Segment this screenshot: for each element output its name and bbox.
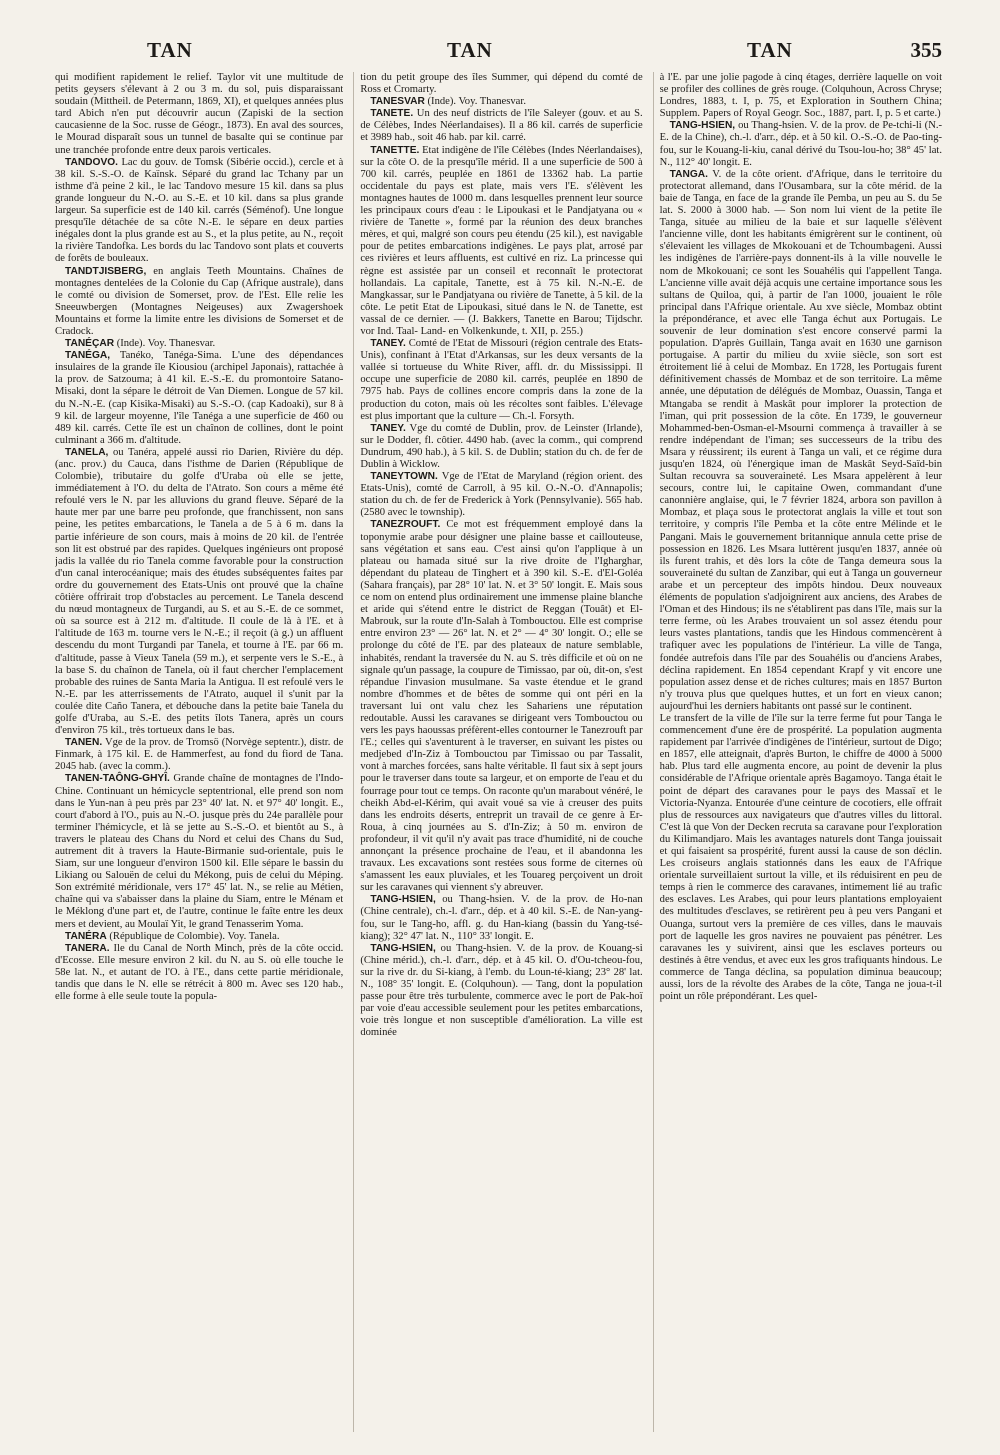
entry-text: Ile du Canal de North Minch, près de la côte occid. d'Ecosse. Elle mesure environ 2 kil. du N. au S. où elle touche le 58e lat. N., et autant de l'O. à l'E., dans cette partie méridionale, tandis que dans le N. elle se rétrécit à 800 m. Avec ses 120 hab., elle forme à elle seule toute la popula- — [55, 942, 344, 1003]
dictionary-entry — [55, 157, 343, 266]
entry-headword: TANG-HSIEN, — [669, 120, 736, 132]
entry-headword: TANÉÇAR — [65, 338, 115, 350]
entry-text: (République de Colombie). Voy. Tanela. — [109, 930, 280, 942]
entry-text: Un des neuf districts de l'île Saleyer (gouv. et au S. de Célèbes, Indes Néerlandaises). Il a 86 kil. carrés de superficie et 3989 hab., soit 46 hab. par kil. carré. — [360, 108, 643, 144]
entry-headword: TANEYTOWN. — [370, 471, 438, 483]
entry-text: Comté de l'Etat de Missouri (région centrale des Etats-Unis), confinant à l'Etat d'Arkansas, sur les deux versants de la vallée si tortueuse du White River, affl. dr. du Mississippi. Il occupe une superficie de 2080 kil. carrés, peuplée en 1890 de 7975 hab. Pays de collines encore compris dans la zone de la production du coton, mais où les récoltes sont faibles. L'élevage est plus important que la culture — Ch.-l. Forsyth. — [360, 338, 643, 422]
dictionary-entry — [55, 931, 343, 943]
dictionary-entry — [360, 519, 642, 894]
entry-text: Vge de l'Etat de Maryland (région orient. des Etats-Unis), comté de Carroll, à 95 kil. O.-N.-O. d'Annapolis; station du ch. de fer de Frederick à York (Pennsylvanie). 565 hab. (2580 avec le township). — [360, 471, 643, 519]
dictionary-entry — [360, 72, 642, 96]
dictionary-entry — [660, 169, 942, 713]
entry-text: (Inde). Voy. Thanesvar. — [116, 338, 216, 350]
entry-text: Grande chaîne de montagnes de l'Indo-Chine. Continuant un hémicycle septentrional, elle prend son nom dans le Yun-nan à peu près par 23° 40' lat. N. et 97° 40' longit. E., court d'abord à l'O., puis au N.-O. jusque près du 24e parallèle pour terminer l'hémicycle, et là se jette au S.-S.-O. et bientôt au S., à travers le plateau des Chans du Nord et celui des Chans du Sud, autrement dit à travers la Haute-Birmanie sud-orientale, puis le Siam, sur une longueur d'environ 1500 kil. Elle sépare le bassin du Likiang ou Salouën de celui du Mékong, puis de celui du Méping. Son extrémité méridionale, vers 17° 45' lat. N., se relie au Métien, chaîne qui va s'abaisser dans la plaine du Siam, entre le Ménam et le Méklong d'une part et, de l'autre, continue le faîte entre les deux mers et devient, au Moulaï Yit, le grand Tenasserim Yoma. — [55, 773, 344, 930]
running-header — [55, 38, 942, 70]
entry-headword: TANETE. — [370, 108, 414, 120]
entry-text: V. de la côte orient. d'Afrique, dans le territoire du protectorat allemand, dans l'Ousambara, sur la côte mérid. de la baie de Tanga, en face de la grande île Pemba, un peu au S. du 5e lat. S. 2000 à 3000 hab. — Son nom lui vient de la petite île Tanga, située au milieu de la baie et sur laquelle s'élèvent l'ancienne ville, dont les habitants émigrèrent sur le continent, où s'élevaient les villages de Mkokouani et de Tchoumbageni. Aussi les indigènes de l'arrière-pays donnent-ils à la ville nouvelle le nom de Mkokouani; ce sont les Souahélis qui l'appellent Tanga. L'ancienne ville avait déjà acquis une certaine importance sous les sultans de Quiloa, qui, à partir de l'an 1000, jouaient le rôle principal dans l'Afrique orientale. Au xve siècle, Mombaz obtint la prépondérance, et avec elle Tanga échut aux Portugais. Le souvenir de leur domination s'est encore conservé parmi la population. D'après Guillain, Tanga avait en 1630 une garnison portugaise. A partir du milieu du xviie siècle, son sort est étroitement lié à celui de Mombaz. En 1728, les Portugais furent définitivement chassés de Mombaz et de son territoire. La même année, une députation de délégués de Mombaz, Ouassin, Tanga et Mtangaba se rendit à Maskât pour implorer la protection de l'iman, qui prit possession de la côte. En 1739, le gouverneur Mohammed-ben-Osman-el-Msourni commença à travailler à se rendre indépendant de l'iman; ses successeurs de la tribu des Msara y réussirent; ils eurent à Tanga un vali, et ce régime dura jusqu'en 1824, où l'énergique iman de Maskât Seyd-Saïd-bin Sultan recouvra sa souveraineté. Les Msara appelèrent à leur secours, contre lui, le capitaine Owen, commandant d'une canonnière anglaise, qui, le 7 février 1824, arbora son pavillon à Mombaz, et plaça sous le protectorat anglais la ville et tout son territoire, y compris l'île Pemba et la côte entre Mélinde et le Pangani. Mais le gouvernement britannique annula cette prise de possession en 1826. Les Msara luttèrent jusqu'en 1837, année où ils furent trahis, et dès lors la côte de Tanga demeura sous la souveraineté du sultan de Zanzibar, qui eut à Tanga un gouverneur arabe et un percepteur des impôts hindou. Deux nouveaux éléments de population s'adjoignirent aux anciens, des Arabes de l'Oman et des Hindous; ils ne s'établirent pas dans l'île, mais sur la terre ferme, où les Arabes trouvaient un sol assez étendu pour leurs vastes plantations, tandis que les Hindous commencèrent à trafiquer avec les populations de l'intérieur. La ville de Tanga, fondée autrefois dans l'île par des Souahélis ou d'anciens Arabes, déclina rapidement. En 1854 cependant Krapf y vit encore une population assez dense et de riches cultures; mais en 1857 Burton n'y trouva plus que quelques huttes, et un fort en vieux canon; aujourd'hui les derniers habitants ont passé sur le continent. — [659, 168, 943, 712]
entry-headword: TANEY. — [370, 422, 406, 434]
page-number: 355 — [910, 38, 942, 62]
entry-headword: TANDTJISBERG, — [65, 265, 147, 277]
entry-headword: TANESVAR — [370, 96, 425, 108]
dictionary-entry — [360, 423, 642, 471]
entry-text: ou Thang-hsien. V. de la prov. de Pe-tchi-li (N.-E. de la Chine), ch.-l. d'arr., dép. et à 50 kil. O.-S.-O. de Pao-ting-fou, sur le Kouang-li-kiu, canal dérivé du Tsou-lou-ho; 38° 45' lat. N., 112° 40' longit. E. — [659, 120, 943, 168]
dictionary-entry — [360, 145, 642, 339]
entry-text: tion du petit groupe des îles Summer, qui dépend du comté de Ross et Cromarty. — [360, 72, 643, 96]
entry-text: Lac du gouv. de Tomsk (Sibérie occid.), cercle et à 38 kil. S.-S.-O. de Kaïnsk. Séparé du grand lac Tchany par un isthme d'à peine 2 kil., le lac Tandovo mesure 15 kil. dans sa plus grande longueur du N.-O. au S.-E. et 10 kil. dans sa plus grande largeur. Sa superficie est de 140 kil. carrés (Séménof). Une longue presqu'île détachée de sa côte N.-E. le sépare en deux parties inégales dont la plus grande est au S., et la plus petite, au N., reçoit la rivière Tandofka. Les bords du lac Tandovo sont plats et couverts de forêts de bouleaux. — [55, 156, 344, 265]
column-right — [653, 72, 942, 1432]
column-middle — [353, 72, 642, 1432]
dictionary-entry — [55, 773, 343, 930]
entry-headword: TANGA. — [669, 168, 708, 180]
entry-headword: TANÉRA — [65, 930, 107, 942]
text-columns — [55, 72, 942, 1432]
entry-text: ou Tanéra, appelé aussi rio Darien, Rivière du dép. (anc. prov.) du Cauca, dans l'isthme de Darien (République de Colombie), tributaire du golfe d'Uraba où elle se jette, immédiatement à l'O. du delta de l'Atrato. Son cours a même été refoulé vers le N. par les alluvions du grand fleuve. Séparé de la haute mer par une barre peu profonde, que franchissent, non sans peine, les petites embarcations, le Tanela a de 5 à 6 m. dans la partie inférieure de son cours, mais à moins de 20 kil. de l'entrée son lit est obstrué par des rapides. Quelques ingénieurs ont proposé jadis la vallée du rio Tanela comme favorable pour la construction d'un canal interocéanique; mais des études subséquentes faites par ordre du gouvernement des Etats-Unis ont prouvé que la chaîne côtière offrirait trop d'obstacles au percement. Le Tanela descend du nœud montagneux de Turgandi, au S. et au S.-E. de ce sommet, où sa source est à 212 m. d'altitude. Il coule de là à l'E. et à l'altitude de 163 m. tourne vers le N.-E.; il reçoit (à g.) un affluent descendu du mont Turgandi par Tanela, et tourne à l'E. par 66 m. d'altitude, passe à Vieux Tanela (59 m.), et serpente vers le S.-E., à la base S. du chaînon de Tanela, où il faut chercher l'emplacement probable des ruines de Santa Maria la Antigua. Il est refoulé vers le N.-E. par les atterrissements de l'Atrato, auquel il s'unit par la coulée dite Caño Tanera, et débouche dans la petite baie Tanela du golfe d'Uraba, au S.-E. des petits îlots Tanera, après un cours d'environ 75 kil., très tortueux dans le bas. — [55, 446, 344, 737]
dictionary-entry — [360, 108, 642, 144]
entry-text: ou Thang-hsien. V. de la prov. de Ho-nan (Chine centrale), ch.-l. d'arr., dép. et à 40 kil. S.-E. de Nan-yang-fou, sur le Tang-ho, affl. g. du Han-kiang (bassin du Yang-tsé-kiang); 32° 47' lat. N., 110° 33' longit. E. — [360, 894, 643, 942]
dictionary-entry — [55, 72, 343, 157]
header-left-word: TAN — [147, 38, 193, 62]
dictionary-entry — [360, 338, 642, 423]
header-center-word: TAN — [447, 38, 493, 62]
entry-text: Vge de la prov. de Tromsö (Norvège septentr.), distr. de Finmark, à 175 kil. E. de Hammerfest, au fond du fiord de Tana. 2045 hab. (avec la comm.). — [55, 737, 344, 773]
entry-text: en anglais Teeth Mountains. Chaînes de montagnes dentelées de la Colonie du Cap (Afrique australe), dans le comté ou division de Somerset, prov. de l'Est. Elle relie les Sneeuwbergen (Montagnes Neigeuses) aux Zwagershoek Mountains et forme la limite entre les divisions de Somerset et de Cradock. — [55, 265, 344, 337]
entry-headword: TANG-HSIEN, — [370, 942, 436, 954]
dictionary-entry — [55, 943, 343, 1003]
entry-headword: TANEN. — [65, 737, 103, 749]
dictionary-entry — [55, 266, 343, 339]
entry-text: Etat indigène de l'île Célèbes (Indes Néerlandaises), sur la côte O. de la presqu'île mérid. Il a une superficie de 500 à 700 kil. carrés, peuplée en 1861 de 13362 hab. La partie occidentale du pays est plate, mais vers l'E. s'élèvent les montagnes hautes de 1000 m. dans lesquelles prennent leur source les principaux cours d'eau : le Lipoukasi et le Pandjatyana ou « rivière de Tanette », formé par la réunion des deux branches mères, et qui, malgré son cours peu étendu (25 kil.), est navigable pour de petites embarcations indigènes. Le pays plat, arrosé par ces rivières et leurs affluents, est cultivé en riz. La princesse qui règne est assistée par un conseil et reconnaît le protectorat hollandais. La capitale, Tanette, est à 75 kil. N.-N.-E. de Mangkassar, sur le Pandjatyana ou rivière de Tanette, à 5 kil. de la côte. Le petit Etat de Lipoukasi, situé dans le N. de Tanette, est vassal de ce dernier. — (J. Bakkers, Tanette en Barou; Tijdschr. vor Ind. Taal- Land- en Volkenkunde, t. XII, p. 255.) — [360, 144, 643, 337]
entry-text: Tanéko, Tanéga-Sima. L'une des dépendances insulaires de la grande île Kiousiou (archipel Japonais), rattachée à la prov. de Satzouma; à 41 kil. E.-S.-E. du promontoire Satano-Misaki, dont la sépare le détroit de Van Diemen. Longue de 57 kil. du N.-N.-E. (cap Kisika-Misaki) au S.-S.-O. (cap Kadoaki), sur 8 à 9 kil. de largeur moyenne, l'île Tanéga a une superficie de 460 ou 489 kil. carrés. Cette île est un chaînon de collines, dont le point culminant a 366 m. d'altitude. — [55, 350, 344, 446]
dictionary-entry — [660, 713, 942, 1003]
entry-headword: TANG-HSIEN, — [370, 894, 436, 906]
entry-text: ou Thang-hsien. V. de la prov. de Kouang-si (Chine mérid.), ch.-l. d'arr., dép. et à 45 kil. O. d'Ou-tcheou-fou, sur la rive dr. du Si-kiang, à l'emb. du Loun-té-kiang; 23° 28' lat. N., 108° 35' longit. E. (Colquhoun). — Tang, dont la population passe pour être très turbulente, commerce avec le port de Pak-hoï par voie d'eau accessible seulement pour les petites embarcations, voie très longue et non susceptible d'amélioration. La ville est dominée — [360, 942, 643, 1039]
column-left — [55, 72, 343, 1432]
dictionary-entry — [360, 943, 642, 1040]
entry-text: (Inde). Voy. Thanesvar. — [427, 96, 526, 108]
entry-headword: TANETTE. — [370, 144, 420, 156]
entry-headword: TANÉGA, — [65, 350, 111, 362]
dictionary-entry — [55, 737, 343, 773]
entry-text: Ce mot est fréquemment employé dans la toponymie arabe pour désigner une plaine basse et caillouteuse, sans végétation et sans eau. C'est ainsi qu'on l'applique à un plateau ou hamada situé sur la rive droite de l'Igharghar, dépendant du plateau de Tinghert et à 390 kil. S.-E. d'El-Goléa (Sahara français), par 28° 10' lat. N. et 3° 50' longit. E. Mais sous ce nom on entend plus ordinairement une immense plaine blanche et aride qui s'étend entre le district de Reggan (Touât) et El-Mabrouk, sur la route d'In-Salah à Tombouctou. Elle est comprise entre environ 23° — 26° lat. N. et 2° — 4° 30' longit. O.; elle se prolonge du côté de l'E. par des plateaux de nature semblable, inhabités, rendant la traversée du N. au S. très difficile et où on ne signale qu'un passage, la coupure de Timissao, par où, dit-on, s'est répandue l'invasion musulmane. Sa vaste étendue et le grand nombre d'hommes et de bêtes de somme qui ont péri en la traversant lui ont valu chez les Sahariens une réputation redoutable. Aussi les caravanes se dirigeant vers Tombouctou ou vers les pays haoussas préfèrent-elles contourner le Tanezrouft par l'E.; celles qui s'aventurent à le traverser, en suivant les pistes ou medjebed d'In-Ziz à Tombouctou par Timissao ou par Tassalit, vont à marches forcées, sans halte véritable. Il faut six à sept jours pour le traverser dans toute sa largeur, et on emporte de l'eau et du fourrage pour tout ce temps. On raconte qu'un marabout vénéré, le cheikh Abd-el-Kérim, qui avait voué sa vie à creuser des puits dans les endroits déserts, entreprit un travail de ce genre à Er-Roua, à cinq journées au S. d'In-Ziz; à 50 m. environ de profondeur, il vit qu'il n'y avait pas trace d'humidité, ni de couche annonçant la présence prochaine de l'eau, et il abandonna les travaux. Les excavations sont restées sous forme de citernes où s'amassent les eaux pluviales, et les Touareg perçoivent un droit sur les caravanes qui viennent s'y abreuver. — [360, 519, 643, 894]
entry-headword: TANERA. — [65, 942, 110, 954]
dictionary-entry — [55, 350, 343, 447]
header-right-word: TAN — [747, 38, 793, 62]
entry-headword: TANEY. — [370, 338, 406, 350]
entry-headword: TANEZROUFT. — [370, 519, 441, 531]
dictionary-entry — [55, 447, 343, 737]
entry-headword: TANEN-TAÔNG-GHYÎ. — [65, 773, 170, 785]
entry-text: Vge du comté de Dublin, prov. de Leinster (Irlande), sur le Dodder, fl. côtier. 4490 hab. (avec la comm., qui comprend Dundrum, 490 hab.), à 5 kil. S. de Dublin; station du ch. de fer de Dublin à Wicklow. — [360, 422, 643, 470]
entry-headword: TANDOVO. — [65, 156, 119, 168]
dictionary-entry — [660, 120, 942, 168]
dictionary-entry — [360, 96, 642, 108]
dictionary-entry — [55, 338, 343, 350]
entry-text: qui modifient rapidement le relief. Taylor vit une multitude de petits geysers s'élevant à 2 ou 3 m. du sol, puis disparaissant soudain (Mittheil. de Petermann, 1869, XI), et quelques années plus tard Abich n'en put découvrir aucun (Zapiski de la section caucasienne de la Soc. russe de Géogr., 1873). En aval des sources, le Mourad disparaît sous un tunnel de basalte qui se continue par une tranchée profonde entre deux parois verticales. — [55, 72, 344, 156]
dictionary-entry — [660, 72, 942, 120]
entry-text: à l'E. par une jolie pagode à cinq étages, derrière laquelle on voit se profiler des collines de grès rouge. (Colquhoun, Across Chryse; Londres, 1883, t. I, p. 75, et Exploration in Southern China; Supplem. Papers of Royal Geogr. Soc., 1887, part. I, p. 5 et carte.) — [659, 72, 943, 120]
dictionary-entry — [360, 894, 642, 942]
dictionary-entry — [360, 471, 642, 519]
entry-text: Le transfert de la ville de l'île sur la terre ferme fut pour Tanga le commencement d'une ère de prospérité. La population augmenta rapidement par l'arrivée d'indigènes de l'intérieur, surtout de Digo; en 1857, elle atteignait, d'après Burton, le chiffre de 4000 à 5000 hab. Plus tard elle augmenta encore, au point de devenir la plus considérable de l'Afrique orientale après Bagamoyo. Tanga était le point de départ des caravanes pour le pays des Massaï et le Victoria-Nyanza. Entourée d'une ceinture de cocotiers, elle offrait plus de ressources aux navigateurs que d'autres villes du littoral. C'est là que Von der Decken recruta sa caravane pour l'exploration du Kilimandjaro. Mais les avantages naturels dont Tanga jouissait et qui faisaient sa prospérité, furent aussi la cause de son déclin. Les croiseurs anglais stationnés dans les eaux de l'Afrique orientale surveillaient surtout la ville, et ils réduisirent en peu de temps à rien le commerce des caravanes, intimement lié au trafic des esclaves. Les Arabes, qui pour leurs plantations employaient des multitudes d'esclaves, se retirèrent peu à peu vers Pangani et Ouanga, surtout vers la première de ces villes, dans le mauvais port de laquelle les gros navires ne pouvaient pas pénétrer. Les caravanes les y suivirent, ainsi que les esclaves porteurs ou destinés à être vendus, et avec eux les gros trafiquants hindous. Le commerce de Tanga déclina, sa population diminua beaucoup; aussi, lors de la révolte des Arabes de la côte, Tanga ne joua-t-il point un rôle prépondérant. Les quel- — [659, 712, 943, 1003]
entry-headword: TANELA, — [65, 446, 109, 458]
